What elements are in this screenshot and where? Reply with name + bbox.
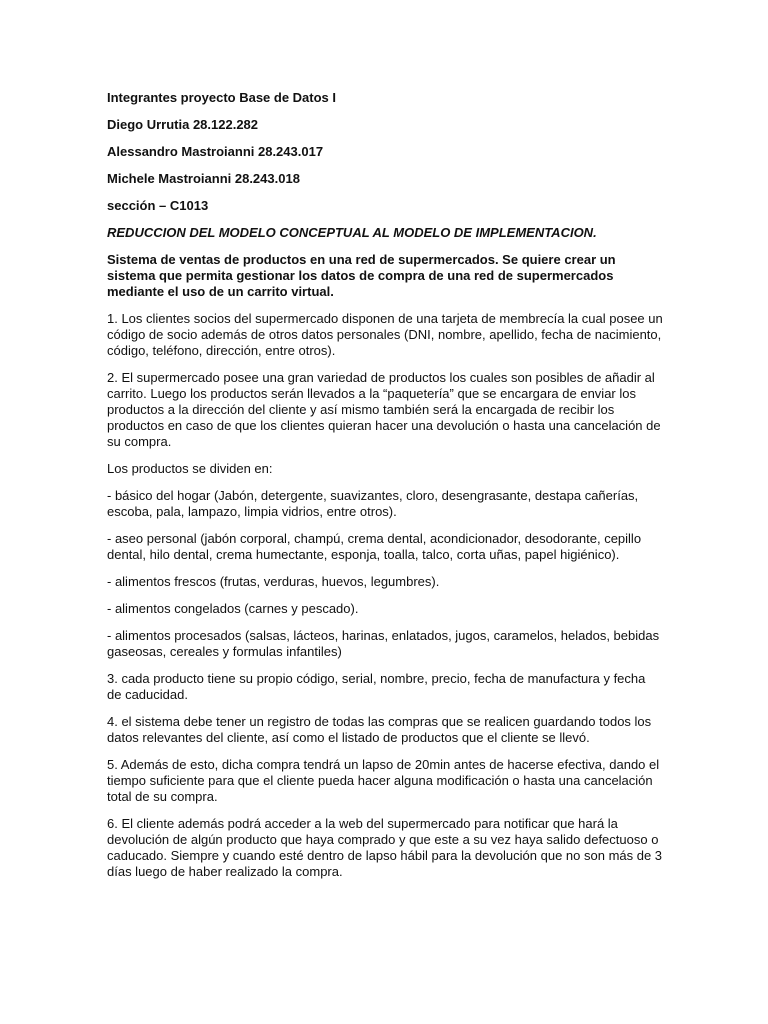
category-2: - aseo personal (jabón corporal, champú, crema dental, acondicionador, desodorante, cepillo dental, hilo dental, crema humectante, esponja, toalla, talco, corta uñas, papel higiénico). (107, 531, 642, 562)
paragraph-1: 1. Los clientes socios del supermercado disponen de una tarjeta de membrecía la cual posee un código de socio además de otros datos personales (DNI, nombre, apellido, fecha de nacimiento, código, teléfono, dirección, entre otros). (107, 311, 663, 358)
category-4: - alimentos congelados (carnes y pescado). (107, 601, 359, 616)
category-1: - básico del hogar (Jabón, detergente, suavizantes, cloro, desengrasante, destapa cañerías, escoba, pala, lampazo, limpia vidrios, entre otros). (107, 488, 639, 519)
project-title: Integrantes proyecto Base de Datos I (107, 90, 337, 105)
document-heading: REDUCCION DEL MODELO CONCEPTUAL AL MODELO DE IMPLEMENTACION. (107, 225, 597, 240)
division-label: Los productos se dividen en: (107, 461, 273, 476)
member-3: Michele Mastroianni 28.243.018 (107, 171, 300, 186)
paragraph-6: 6. El cliente además podrá acceder a la web del supermercado para notificar que hará la devolución de algún producto que haya comprado y que este a su vez haya salido defectuoso o caducado. Siempre y cuando esté dentro de lapso hábil para la devolución que no son más de 3 días luego de haber realizado la compra. (107, 816, 663, 879)
document-page (107, 90, 663, 880)
category-3: - alimentos frescos (frutas, verduras, huevos, legumbres). (107, 574, 440, 589)
member-2: Alessandro Mastroianni 28.243.017 (107, 144, 324, 159)
intro-paragraph: Sistema de ventas de productos en una red de supermercados. Se quiere crear un sistema que permita gestionar los datos de compra de una red de supermercados mediante el uso de un carrito virtual. (107, 252, 616, 299)
section-code: sección – C1013 (107, 198, 209, 213)
paragraph-4: 4. el sistema debe tener un registro de todas las compras que se realicen guardando todos los datos relevantes del cliente, así como el listado de productos que el cliente se llevó. (107, 714, 652, 745)
paragraph-5: 5. Además de esto, dicha compra tendrá un lapso de 20min antes de hacerse efectiva, dando el tiempo suficiente para que el cliente pueda hacer alguna modificación o hasta una cancelación total de su compra. (107, 757, 660, 804)
category-5: - alimentos procesados (salsas, lácteos, harinas, enlatados, jugos, caramelos, helados, bebidas gaseosas, cereales y formulas infantiles) (107, 628, 660, 659)
paragraph-2: 2. El supermercado posee una gran variedad de productos los cuales son posibles de añadir al carrito. Luego los productos serán llevados a la “paquetería” que se encargara de enviar los productos a la dirección del cliente y así mismo también será la encargada de recibir los productos en caso de que los clientes quieran hacer una devolución o hasta una cancelación de su compra. (107, 370, 661, 449)
member-1: Diego Urrutia 28.122.282 (107, 117, 259, 132)
paragraph-3: 3. cada producto tiene su propio código, serial, nombre, precio, fecha de manufactura y fecha de caducidad. (107, 671, 646, 702)
